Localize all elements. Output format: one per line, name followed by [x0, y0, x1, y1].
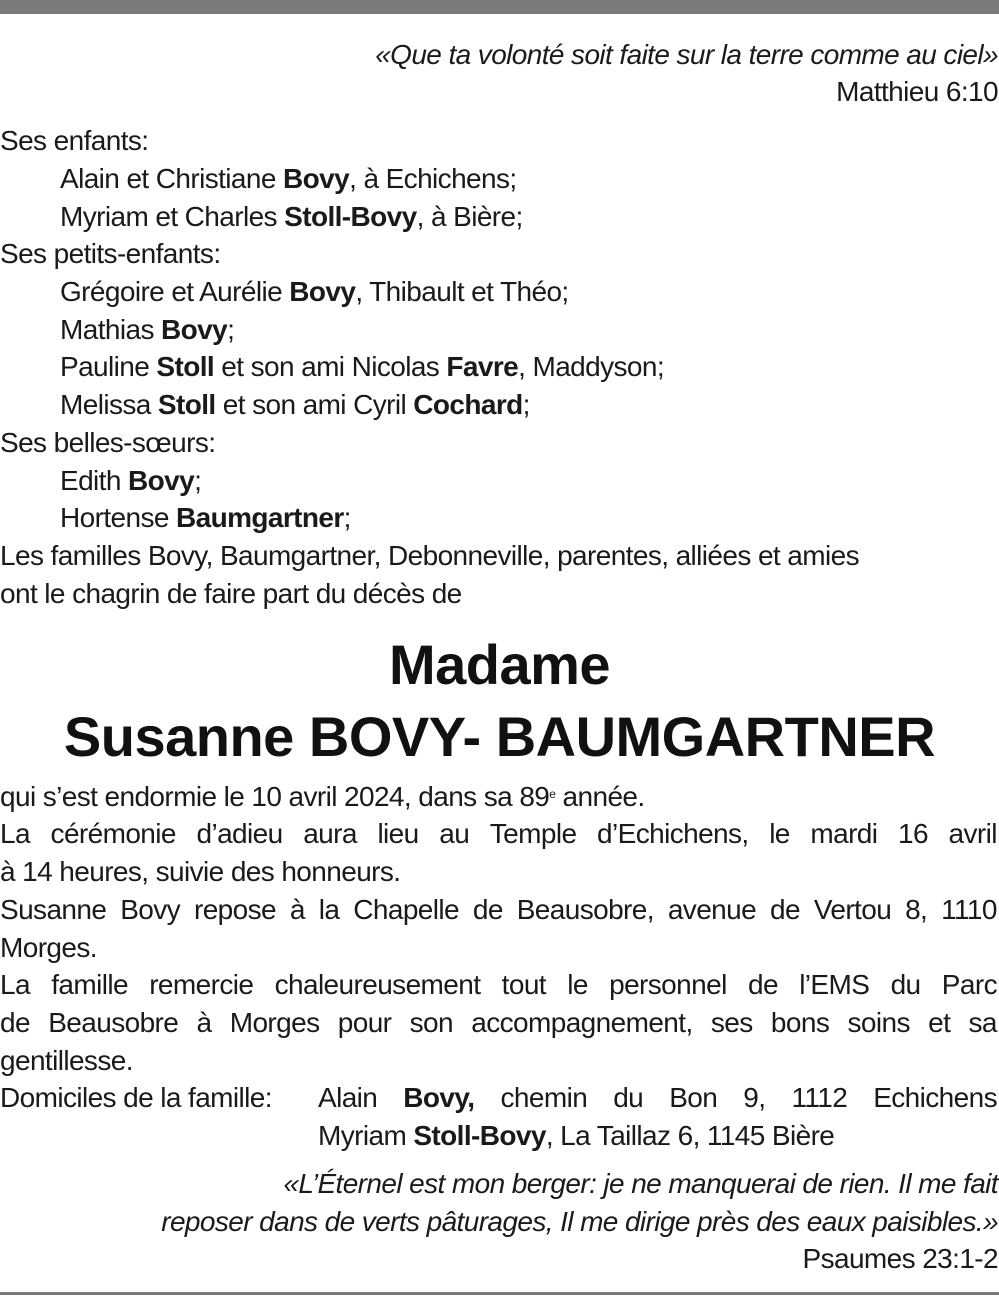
closing-verse-reference: Psaumes 23:1-2 [802, 1243, 998, 1274]
announcement-line: ont le chagrin de faire part du décès de [0, 578, 462, 609]
domicile-line: Myriam Stoll-Bovy, La Taillaz 6, 1145 Bière [318, 1120, 835, 1151]
grandchildren-heading: Ses petits-enfants: [0, 238, 221, 269]
ceremony-line: à 14 heures, suivie des honneurs. [0, 856, 401, 887]
sister-in-law-line: Hortense Baumgartner; [60, 502, 351, 533]
families-line: Les familles Bovy, Baumgartner, Debonneville, parentes, alliées et amies [0, 540, 859, 571]
sisters-in-law-heading: Ses belles-sœurs: [0, 427, 216, 458]
grandchild-line: Melissa Stoll et son ami Cyril Cochard; [60, 389, 530, 420]
death-notice-line: qui s’est endormie le 10 avril 2024, dans sa 89e année. [0, 781, 645, 812]
grandchild-line: Grégoire et Aurélie Bovy, Thibault et Théo; [60, 276, 569, 307]
domiciles-label: Domiciles de la famille: [0, 1082, 272, 1113]
rest-place-line: Morges. [0, 932, 97, 963]
opening-verse-reference: Matthieu 6:10 [836, 76, 998, 107]
child-line: Myriam et Charles Stoll-Bovy, à Bière; [60, 201, 523, 232]
grandchild-line: Mathias Bovy; [60, 314, 235, 345]
rest-place-line: Susanne Bovy repose à la Chapelle de Beausobre, avenue de Vertou 8, 1110 [0, 894, 997, 925]
deceased-title: Madame [388, 633, 611, 696]
children-heading: Ses enfants: [0, 125, 149, 156]
thanks-line: de Beausobre à Morges pour son accompagnement, ses bons soins et sa [0, 1007, 997, 1038]
thanks-line: gentillesse. [0, 1045, 133, 1076]
deceased-name: Susanne BOVY- BAUMGARTNER [63, 705, 936, 768]
domicile-line: Alain Bovy, chemin du Bon 9, 1112 Echichens [318, 1082, 997, 1113]
grandchild-line: Pauline Stoll et son ami Nicolas Favre, Maddyson; [60, 351, 665, 382]
bottom-rule [0, 1292, 999, 1295]
opening-verse: «Que ta volonté soit faite sur la terre comme au ciel» [375, 39, 998, 70]
closing-verse-line: «L’Éternel est mon berger: je ne manquerai de rien. Il me fait [283, 1168, 998, 1199]
thanks-line: La famille remercie chaleureusement tout le personnel de l’EMS du Parc [0, 969, 997, 1000]
top-rule [0, 0, 999, 14]
sister-in-law-line: Edith Bovy; [60, 465, 202, 496]
child-line: Alain et Christiane Bovy, à Echichens; [60, 163, 517, 194]
ceremony-line: La cérémonie d’adieu aura lieu au Temple d’Echichens, le mardi 16 avril [0, 818, 997, 849]
closing-verse-line: reposer dans de verts pâturages, Il me dirige près des eaux paisibles.» [161, 1206, 998, 1237]
